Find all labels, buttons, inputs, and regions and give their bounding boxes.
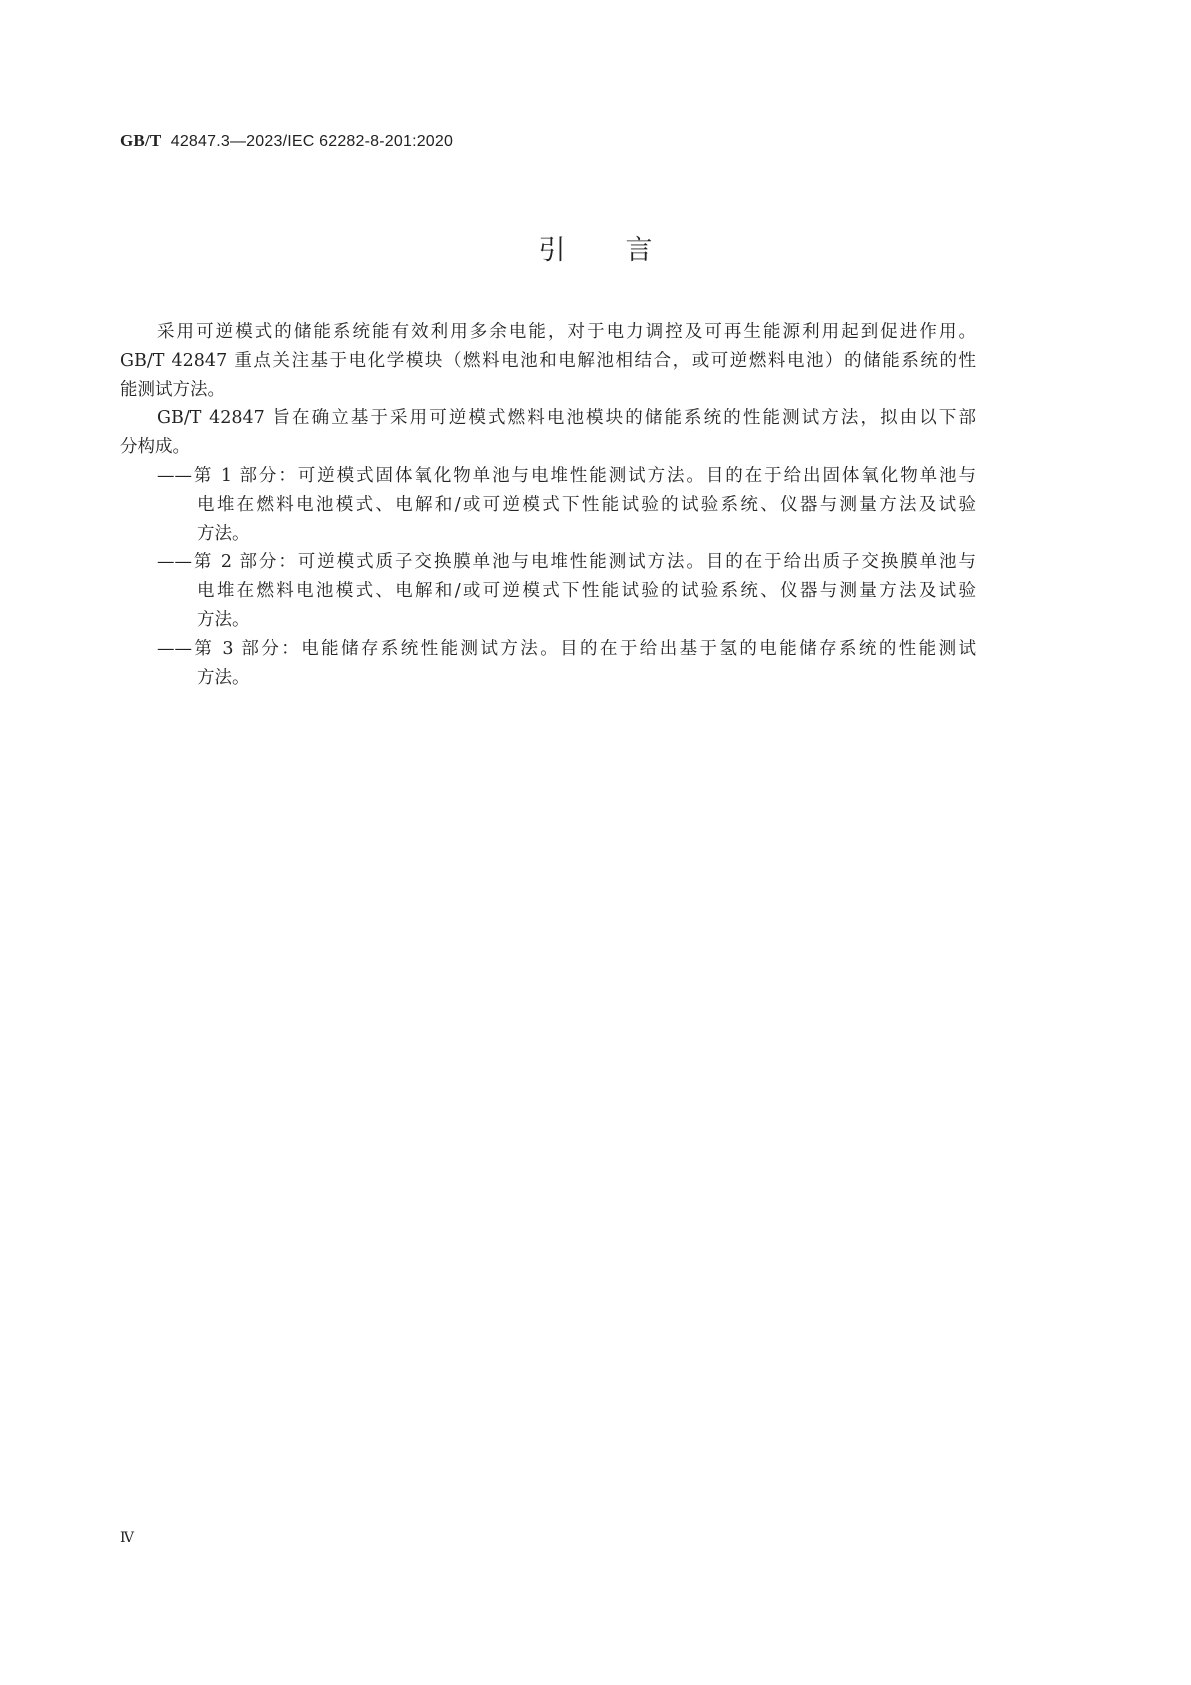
text-line: GB/T 42847 旨在确立基于采用可逆模式燃料电池模块的储能系统的性能测试方法，拟由以下部	[157, 408, 976, 429]
text-line: 方法。	[197, 609, 250, 630]
code-rest: 42847.3—2023/IEC 62282-8-201:2020	[170, 133, 454, 150]
introduction-body	[120, 318, 976, 692]
text-line: 能测试方法。	[120, 379, 225, 400]
page-title: 引言	[538, 235, 713, 266]
code-prefix: GB/T	[120, 131, 162, 150]
page-number: Ⅳ	[120, 1530, 134, 1546]
document-code-header	[120, 131, 453, 151]
text-line: GB/T 42847 重点关注基于电化学模块（燃料电池和电解池相结合，或可逆燃料电池）的储能系统的性	[120, 350, 976, 371]
text-line: 电堆在燃料电池模式、电解和/或可逆模式下性能试验的试验系统、仪器与测量方法及试验	[197, 581, 976, 602]
text-line: 采用可逆模式的储能系统能有效利用多余电能，对于电力调控及可再生能源利用起到促进作用。	[157, 322, 976, 342]
text-line: 分构成。	[120, 437, 190, 458]
text-line: 方法。	[197, 667, 250, 688]
list-item-part-1	[120, 462, 976, 548]
paragraph-2	[120, 404, 976, 462]
text-line: ——第 1 部分：可逆模式固体氧化物单池与电堆性能测试方法。目的在于给出固体氧化物单池与	[157, 465, 976, 486]
text-line: ——第 3 部分：电能储存系统性能测试方法。目的在于给出基于氢的电能储存系统的性能测试	[157, 638, 976, 659]
text-line: ——第 2 部分：可逆模式质子交换膜单池与电堆性能测试方法。目的在于给出质子交换膜单池与	[157, 552, 976, 573]
list-item-part-3	[120, 635, 976, 693]
paragraph-1	[120, 318, 976, 404]
list-item-part-2	[120, 548, 976, 634]
text-line: 电堆在燃料电池模式、电解和/或可逆模式下性能试验的试验系统、仪器与测量方法及试验	[197, 494, 976, 515]
text-line: 方法。	[197, 523, 250, 544]
